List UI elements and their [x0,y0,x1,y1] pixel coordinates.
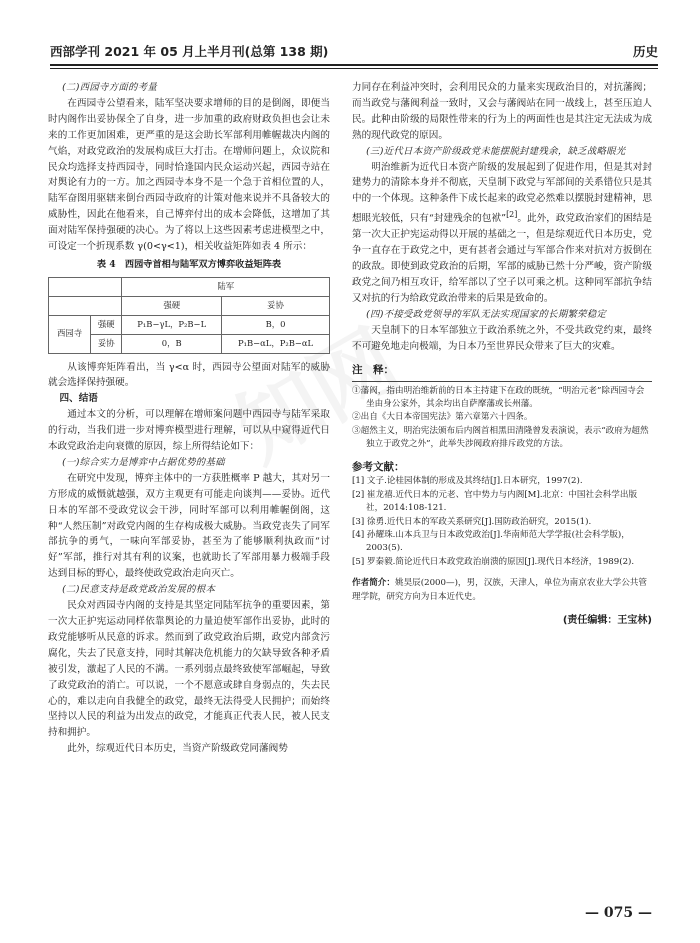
paragraph: 在研究中发现，博弈主体中的一方获胜概率 P 越大，其对另一方形成的威慑就越强，双方主观更有可能走向谈判——妥协。近代日本的军部不受政党议会干涉，同时军部可以利用帷幄倒阁，这种“人然压制”对政党内阁的生存构成极大威胁。当政党丧失了同军部抗争的勇气，一味向军部妥协，甚至为了能够顺利执政而“讨好”军部，推行对其有利的议案，也就助长了军部用暴力极端手段达到目标的野心，最终使政党政治走向灭亡。 [48,472,330,580]
note-item: ②出自《大日本帝国宪法》第六章第六十四条。 [352,412,533,423]
paragraph: 在西园寺公望看来，陆军坚决要求增师的目的是倒阁，即便当时内阁作出妥协保全了自身，进一步加重的政府财政负担也会让未来的工作更加困难，更严重的是这会助长军部利用帷幄裁决内阁的气焰，对政党政治的发展构成巨大打击。在增师问题上，众议院和民众均选择支持西园寺，同时恰逢国内民众运动兴起，西园寺站在对舆论有力的一方。加之西园寺本身不是一个急于首相位置的人，陆军奋图用驱辖来倒台西园寺政府的计策对他来说并不具备较大的威胁性，因此在他看来，自己博弈付出的成本会降低，这增加了其面对陆军保持强硬的决心。为了将以上这些因素考虑进模型之中，可设定一个折现系数 γ(0<γ<1)，相关收益矩阵如表 4 所示： [48,97,330,253]
header-rule [50,64,658,66]
table-cell: P₁B−γL，P₂B−L [122,315,222,334]
table-row-hard: 强硬 [91,315,122,334]
reference-item: [1] 文子.论桂园体制的形成及其终结[J].日本研究，1997(2). [352,476,583,487]
section-name: 历史 [632,44,658,59]
editor-credit: (责任编辑：王宝林) [562,614,652,626]
table-blank [49,277,122,296]
header-rule-thin [50,68,658,69]
subsection-heading: (一)综合实力是博弈中占据优势的基础 [62,456,225,468]
paragraph-text: 。此外，政党政治家们的困结是第一次大正护宪运动得以开展的基础之一，但是综观近代日本历史，党争一直存在于政党之中，更有甚者会通过与军部合作来对抗对方扳倒在的政敌。即使到政党政治的后期，军部的威胁已然十分严峻，资产阶级政党之间乃相互攻讦，给军部以了空子以可乘之机。这种同军部抗争结又对抗的行为给政党政治带来的后果是致命的。 [352,213,653,304]
author-text: 姚昊辰(2000—)，男，汉族，天津人，单位为南京农业大学公共管理学院，研究方向为日本近代史。 [352,578,647,603]
author-bio [352,577,652,605]
table-caption: 表 4 西园寺首相与陆军双方博弈收益矩阵表 [96,258,282,270]
table-row-group: 西园寺 [49,315,91,353]
reference-item: [2] 崔龙禧.近代日本的元老、官中势力与内阁[M].北京：中国社会科学出版社，2014:108-121. [352,489,638,514]
reference-item: [4] 孙耀珠.山本兵卫与日本政党政治[J].华南师范大学学报(社会科学版)，2003(5). [352,530,630,554]
table-cell: B，0 [222,315,330,334]
note-item: ①藩阀，指由明治维新前的日本主持建下在政的既统，“明治元老”除西园寺会坐由身公家外，其余均出自萨摩藩或长州藩。 [352,385,645,409]
table-blank [49,296,122,315]
table-col-hard: 强硬 [122,296,222,315]
notes-title: 注 释： [352,363,394,376]
table-header-army: 陆军 [122,277,330,296]
notes-rule [352,381,652,382]
paragraph [352,160,652,307]
paragraph: 天皇制下的日本军部独立于政治系统之外，不受共政党约束，最终不可避免地走向极端，为日本乃至世界民众带来了巨大的灾难。 [352,324,652,352]
paragraph: 民众对西园寺内阁的支持是其坚定同陆军抗争的重要因素，第一次大正护宪运动同样依靠舆论的力量迫使军部作出妥协，此时的政党能够听从民意的诉求。然而到了政党政治后期，政党内部贪污腐化，失去了民意支持，同时其解决危机能力的欠缺导致各种矛盾被引发，激起了人民的不满。一系列弱点最终致使军部崛起，导致了政党政治的消亡。可以说，一个不愿意或肆自身弱点的，失去民心的，难以走向自我健全的政党，最终无法得受人民拥护；而始终坚持以人民的利益为出发点的政党，才能真正代表人民，被人民支持和拥护。 [48,600,330,739]
subsection-heading: (二)西园寺方面的考量 [62,82,158,93]
payoff-table [48,277,330,354]
table-col-soft: 妥协 [222,296,330,315]
right-column [352,80,652,629]
note-item: ③超然主义，明治宪法颁布后内阁首相黑田清隆曾发表演说，表示“政府为超然独立于政党之外”，此举失涉阀政府排斥政党的方法。 [352,425,649,450]
left-column [48,80,330,757]
page-header [50,38,658,60]
references-title: 参考文献： [352,460,405,473]
reference-item: [3] 徐勇.近代日本的军政关系研究[J].国防政治研究，2015(1). [352,516,592,527]
citation: [2] [506,210,518,220]
paragraph: 此外，综观近代日本历史，当资产阶级政党同藩阀势 [67,743,288,755]
paragraph: 通过本文的分析，可以理解在增师案问题中西园寺与陆军采取的行动，当我们进一步对博弈模型进行理解，可以从中窥得近代日本政党政治走向衰微的原因，综上所得结论如下： [48,409,330,453]
subsection-heading: (三)近代日本资产阶级政党未能摆脱封建残余，缺乏战略眼光 [366,145,626,157]
subsection-heading: (四)不接受政党领导的军队无法实现国家的长期繁荣稳定 [366,308,607,320]
page-number: — 075 — [585,905,652,921]
paragraph-text: 明治维新为近代日本资产阶级的发展起到了促进作用，但是其对封建势力的清除本身并不彻底，天皇制下政党与军部间的关系错位只是其中的一个体现。这种条件下成长起来的政党必然难以摆脱封建精神，思想眼光较低，只有“封建残余的包袱” [352,161,652,225]
section-heading: 四、结语 [59,393,98,405]
paragraph: 力同存在利益冲突时，会利用民众的力量来实现政治目的，对抗藩阀；而当政党与藩阀利益一致时，又会与藩阀站在同一战线上，甚至压迫人民。此种由阶级的局限性带来的行为上的两面性也是其注定无法成为成熟的现代政党的原因。 [352,82,652,141]
table-cell: 0，B [122,334,222,353]
subsection-heading: (二)民意支持是政党政治发展的根本 [62,584,216,596]
table-row-soft: 妥协 [91,334,122,353]
table-cell: P₁B−αL，P₂B−αL [222,334,330,353]
journal-title: 西部学刊 [50,44,101,59]
paragraph: 从该博弈矩阵看出，当 γ<α 时，西园寺公望面对陆军的威胁就会选择保持强硬。 [48,361,330,389]
author-label: 作者简介： [352,578,395,589]
issue-info: 2021 年 05 月上半月刊(总第 138 期) [104,44,329,59]
journal-issue [50,42,328,60]
reference-item: [5] 罗秦毅.简论近代日本政党政治崩溃的原因[J].现代日本经济，1989(2). [352,556,635,567]
